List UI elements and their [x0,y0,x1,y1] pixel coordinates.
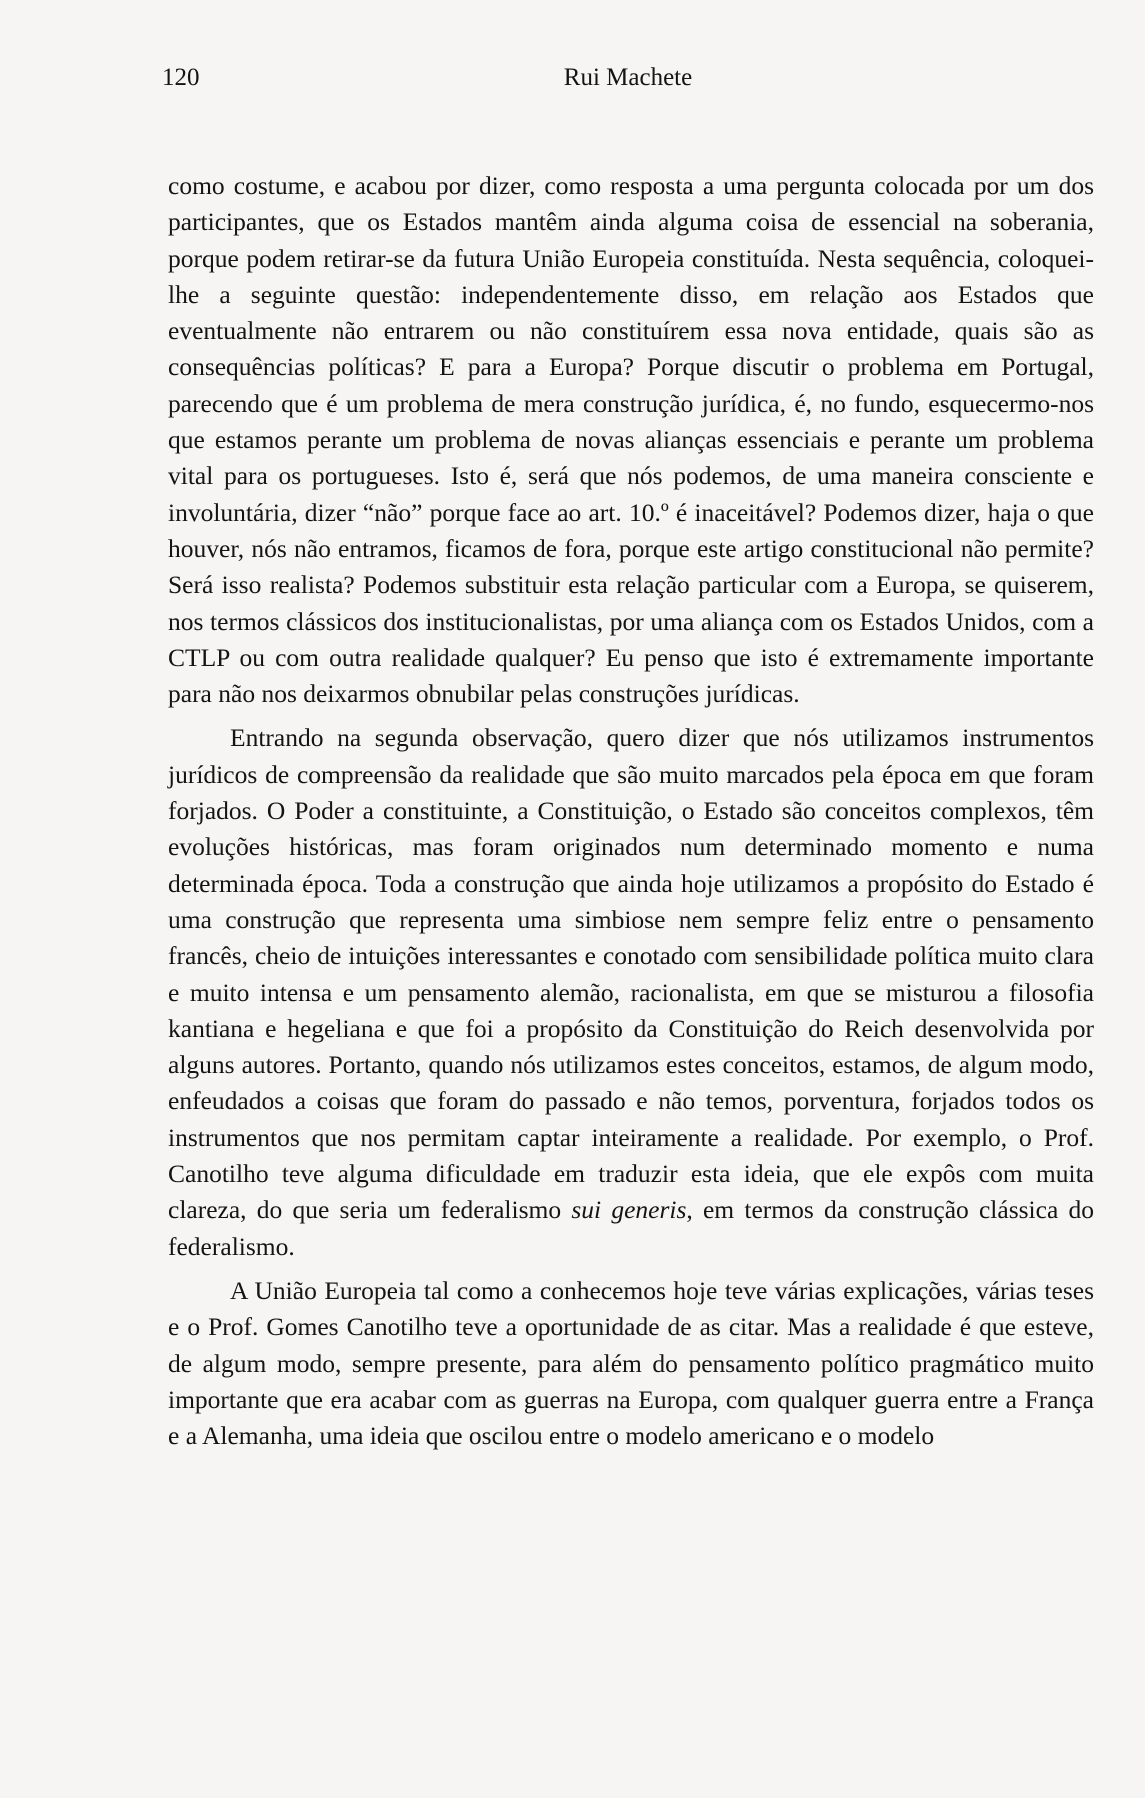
paragraph-2-text-after: , em termos da construção clássica do federalismo. [168,1195,1095,1261]
paragraph-2 [168,720,1094,1264]
running-head: Rui Machete [563,64,693,91]
page-header [162,64,1094,104]
page-number: 120 [162,64,200,91]
paragraph-2-text: Entrando na segunda observação, quero dizer que nós utilizamos instrumentos jurídicos de compreensão da realidade que são muito marcados pela época em que foram forjados. O Poder a constituinte, a Constituição, o Estado são conceitos complexos, têm evoluções históricas, mas foram originados num determinado momento e numa determinada época. Toda a construção que ainda hoje utilizamos a propósito do Estado é uma construção que representa uma simbiose nem sempre feliz entre o pensamento francês, cheio de intuições interessantes e conotado com sensibilidade política muito clara e muito intensa e um pensamento alemão, racionalista, em que se misturou a filosofia kantiana e hegeliana e que foi a propósito da Constituição do Reich desenvolvida por alguns autores. Portanto, quando nós utilizamos estes conceitos, estamos, de algum modo, enfeudados a coisas que foram do passado e não temos, porventura, forjados todos os instrumentos que nos permitam captar inteiramente a realidade. Por exemplo, o Prof. Canotilho teve alguma dificuldade em traduzir esta ideia, que ele expôs com muita clareza, do que seria um federalismo [168,723,1094,1225]
paragraph-3: A União Europeia tal como a conhecemos hoje teve várias explicações, várias teses e o Prof. Gomes Canotilho teve a oportunidade de as citar. Mas a realidade é que esteve, de algum modo, sempre presente, para além do pensamento político pragmático muito importante que era acabar com as guerras na Europa, com qualquer guerra entre a França e a Alemanha, uma ideia que oscilou entre o modelo americano e o modelo [168,1275,1094,1451]
body-text [168,168,1094,1454]
italic-term: sui generis [571,1195,687,1225]
paragraph-1: como costume, e acabou por dizer, como resposta a uma pergunta colocada por um dos participantes, que os Estados mantêm ainda alguma coisa de essencial na soberania, porque podem retirar-se da futura União Europeia constituída. Nesta sequência, coloquei-lhe a seguinte questão: independentemente disso, em relação aos Estados que eventualmente não entrarem ou não constituírem essa nova entidade, quais são as consequências políticas? E para a Europa? Porque discutir o problema em Portugal, parecendo que é um problema de mera construção jurídica, é, no fundo, esquecermo-nos que estamos perante um problema de novas alianças essenciais e perante um problema vital para os portugueses. Isto é, será que nós podemos, de uma maneira consciente e involuntária, dizer “não” porque face ao art. 10.º é inaceitável? Podemos dizer, haja o que houver, nós não entramos, ficamos de fora, porque este artigo constitucional não permite? Será isso realista? Podemos substituir esta relação particular com a Europa, se quiserem, nos termos clássicos dos institucionalistas, por uma aliança com os Estados Unidos, com a CTLP ou com outra realidade qualquer? Eu penso que isto é extremamente importante para não nos deixarmos obnubilar pelas construções jurídicas. [168,171,1094,709]
